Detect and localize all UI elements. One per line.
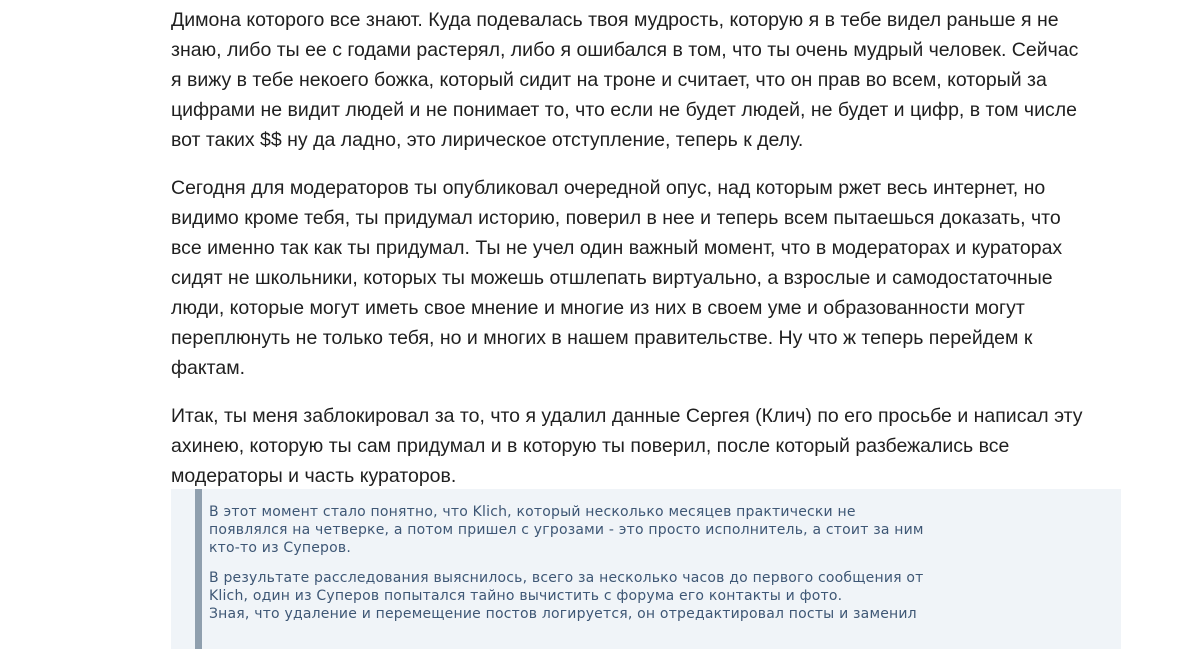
quote-text bbox=[209, 503, 1109, 623]
paragraph-1 bbox=[171, 5, 1131, 155]
text-line: я вижу в тебе некоего божка, который сидит на троне и считает, что он прав во всем, который за bbox=[171, 69, 1047, 91]
quote-line: В этот момент стало понятно, что Klich, который несколько месяцев практически не bbox=[209, 504, 856, 520]
quote-bar bbox=[195, 489, 202, 649]
document-body bbox=[171, 0, 1131, 491]
text-line: знаю, либо ты ее с годами растерял, либо я ошибался в том, что ты очень мудрый человек. Сейчас bbox=[171, 39, 1079, 61]
quote-line: В результате расследования выяснилось, всего за несколько часов до первого сообщения от bbox=[209, 570, 924, 586]
text-line: вот таких $$ ну да ладно, это лирическое отступление, теперь к делу. bbox=[171, 129, 804, 151]
text-line: фактам. bbox=[171, 357, 246, 379]
text-line: Сегодня для модераторов ты опубликовал очередной опус, над которым ржет весь интернет, но bbox=[171, 177, 1046, 199]
quote-line: Klich, один из Суперов попытался тайно вычистить с форума его контакты и фото. bbox=[209, 588, 843, 604]
text-line: цифрами не видит людей и не понимает то, что если не будет людей, не будет и цифр, в том числе bbox=[171, 99, 1077, 121]
text-line: все именно так как ты придумал. Ты не учел один важный момент, что в модераторах и кураторах bbox=[171, 237, 1063, 259]
text-line: люди, которые могут иметь свое мнение и многие из них в своем уме и образованности могут bbox=[171, 297, 1025, 319]
paragraph-3 bbox=[171, 401, 1131, 491]
quote-line: Зная, что удаление и перемещение постов логируется, он отредактировал посты и заменил bbox=[209, 606, 917, 622]
text-line: модераторы и часть кураторов. bbox=[171, 465, 457, 487]
quote-line: появлялся на четверке, а потом пришел с угрозами - это просто исполнитель, а стоит за ним bbox=[209, 522, 924, 538]
text-line: Итак, ты меня заблокировал за то, что я удалил данные Сергея (Клич) по его просьбе и написал эту bbox=[171, 405, 1083, 427]
text-line: Димона которого все знают. Куда подевалась твоя мудрость, которую я в тебе видел раньше я не bbox=[171, 9, 1059, 31]
paragraph-2 bbox=[171, 173, 1131, 383]
text-line: видимо кроме тебя, ты придумал историю, поверил в нее и теперь всем пытаешься доказать, что bbox=[171, 207, 1061, 229]
text-line: сидят не школьники, которых ты можешь отшлепать виртуально, а взрослые и самодостаточные bbox=[171, 267, 1053, 289]
quote-screenshot bbox=[171, 489, 1121, 649]
quote-line: кто-то из Суперов. bbox=[209, 540, 351, 556]
quote-paragraph-2 bbox=[209, 569, 1109, 623]
quote-paragraph-1 bbox=[209, 503, 1109, 557]
text-line: ахинею, которую ты сам придумал и в которую ты поверил, после который разбежались все bbox=[171, 435, 1010, 457]
text-line: переплюнуть не только тебя, но и многих в нашем правительстве. Ну что ж теперь перейдем к bbox=[171, 327, 1033, 349]
